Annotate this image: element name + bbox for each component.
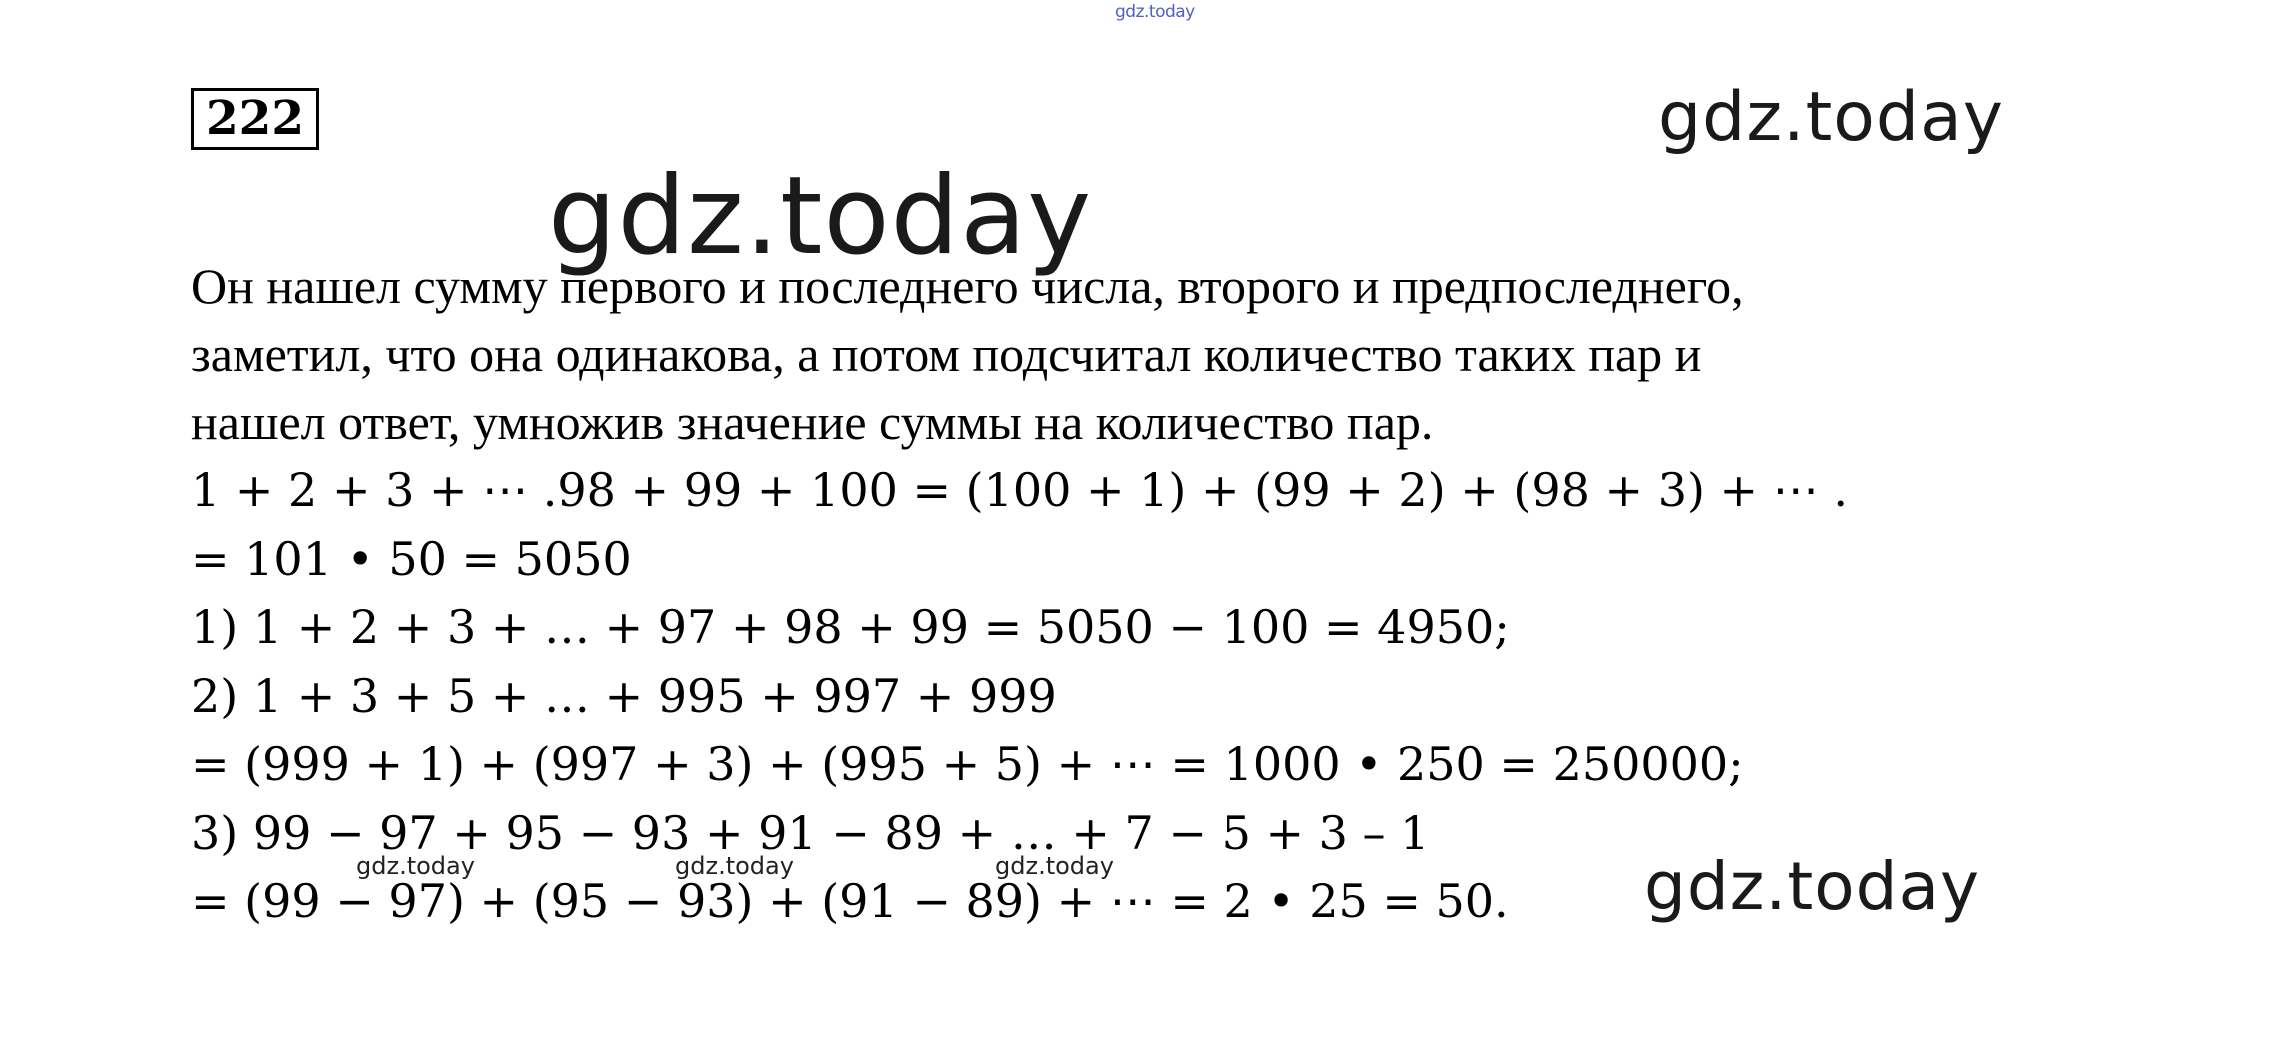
watermark-small: gdz.today [675, 852, 794, 880]
text-line: нашел ответ, умножив значение суммы на количество пар. [191, 394, 1434, 450]
watermark-bottom-right: gdz.today [1644, 848, 1981, 925]
math-line: = (999 + 1) + (997 + 3) + (995 + 5) + ⋯ = 1000 • 250 = 250000; [191, 737, 1744, 791]
watermark-top: gdz.today [1115, 2, 1195, 22]
watermark-large-center: gdz.today [548, 154, 1093, 279]
text-line: заметил, что она одинакова, а потом подсчитал количество таких пар и [191, 326, 1702, 382]
math-line: 1 + 2 + 3 + ⋯ .98 + 99 + 100 = (100 + 1) + (99 + 2) + (98 + 3) + ⋯ . [191, 463, 1848, 517]
watermark-small: gdz.today [995, 852, 1114, 880]
math-line: = (99 − 97) + (95 − 93) + (91 − 89) + ⋯ = 2 • 25 = 50. [191, 874, 1509, 928]
watermark-small: gdz.today [356, 852, 475, 880]
math-line: = 101 • 50 = 5050 [191, 531, 632, 586]
text-line: Он нашел сумму первого и последнего числа, второго и предпоследнего, [191, 258, 1744, 314]
math-line: 2) 1 + 3 + 5 + … + 995 + 997 + 999 [191, 668, 1057, 723]
math-line: 3) 99 − 97 + 95 − 93 + 91 − 89 + … + 7 − 5 + 3 – 1 [191, 805, 1430, 860]
task-number-box: 222 [191, 88, 319, 150]
watermark-large-right: gdz.today [1658, 78, 2004, 157]
explanation-text [191, 252, 1744, 456]
math-line: 1) 1 + 2 + 3 + … + 97 + 98 + 99 = 5050 − 100 = 4950; [191, 600, 1510, 654]
